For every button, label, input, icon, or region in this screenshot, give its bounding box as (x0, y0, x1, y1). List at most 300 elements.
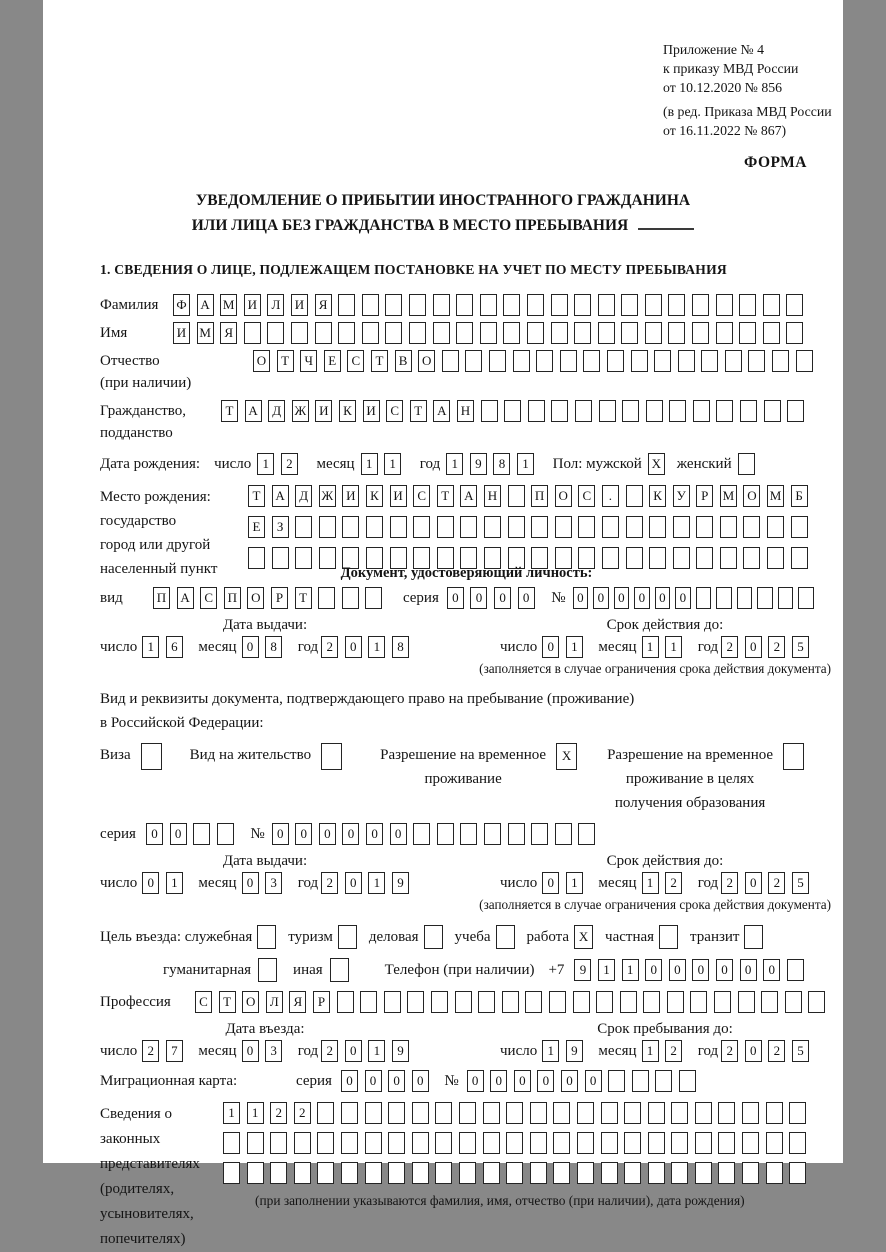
form-cell[interactable]: 9 (392, 1040, 409, 1062)
form-cell[interactable] (737, 587, 753, 609)
form-cell[interactable] (679, 1070, 696, 1092)
form-cell[interactable]: 1 (517, 453, 534, 475)
form-cell[interactable] (654, 350, 671, 372)
form-cell[interactable] (583, 350, 600, 372)
form-cell[interactable] (317, 1102, 334, 1124)
form-cell[interactable]: 1 (566, 872, 583, 894)
form-cell[interactable] (435, 1162, 452, 1184)
form-cell[interactable] (295, 547, 312, 569)
form-cell[interactable]: 1 (622, 959, 639, 981)
form-cell[interactable] (390, 516, 407, 538)
form-cell[interactable]: Я (220, 322, 237, 344)
form-cell[interactable] (649, 516, 666, 538)
form-cell[interactable] (598, 294, 615, 316)
form-cell[interactable] (692, 322, 709, 344)
form-cell[interactable]: 0 (470, 587, 487, 609)
form-cell[interactable] (621, 322, 638, 344)
form-cell[interactable]: 2 (270, 1102, 287, 1124)
form-cell[interactable] (549, 991, 566, 1013)
form-cell[interactable]: А (177, 587, 194, 609)
form-cell[interactable] (716, 294, 733, 316)
form-cell[interactable] (295, 516, 312, 538)
form-cell[interactable]: С (386, 400, 403, 422)
form-cell[interactable] (716, 587, 732, 609)
form-cell[interactable]: 0 (272, 823, 289, 845)
form-cell[interactable] (555, 516, 572, 538)
form-cell[interactable] (791, 516, 808, 538)
form-cell[interactable] (620, 991, 637, 1013)
form-cell[interactable] (442, 350, 459, 372)
form-cell[interactable] (624, 1132, 641, 1154)
form-cell[interactable] (459, 1162, 476, 1184)
form-cell[interactable] (772, 350, 789, 372)
form-cell[interactable] (626, 485, 643, 507)
form-cell[interactable]: 0 (634, 587, 650, 609)
form-cell[interactable] (575, 400, 592, 422)
form-cell[interactable]: 0 (490, 1070, 507, 1092)
form-cell[interactable]: Ф (173, 294, 190, 316)
form-cell[interactable] (384, 991, 401, 1013)
form-cell[interactable] (317, 1162, 334, 1184)
form-cell[interactable] (483, 1162, 500, 1184)
form-cell[interactable]: 1 (665, 636, 682, 658)
form-cell[interactable]: 2 (721, 872, 738, 894)
form-cell[interactable]: 0 (146, 823, 163, 845)
form-cell[interactable]: Е (324, 350, 341, 372)
form-cell[interactable] (315, 322, 332, 344)
form-cell[interactable] (673, 547, 690, 569)
form-cell[interactable] (437, 516, 454, 538)
form-cell[interactable] (385, 322, 402, 344)
form-cell[interactable] (459, 1102, 476, 1124)
form-cell[interactable]: Е (248, 516, 265, 538)
form-cell[interactable] (692, 294, 709, 316)
form-cell[interactable]: С (413, 485, 430, 507)
form-cell[interactable]: 0 (675, 587, 691, 609)
form-cell[interactable]: 0 (655, 587, 671, 609)
form-cell[interactable]: 9 (392, 872, 409, 894)
form-cell[interactable] (690, 991, 707, 1013)
form-cell[interactable]: 1 (642, 636, 659, 658)
form-cell[interactable] (244, 322, 261, 344)
form-cell[interactable] (718, 1162, 735, 1184)
form-cell[interactable] (574, 322, 591, 344)
form-cell[interactable] (643, 991, 660, 1013)
form-cell[interactable] (536, 350, 553, 372)
form-cell[interactable] (624, 1102, 641, 1124)
form-cell[interactable] (527, 322, 544, 344)
form-cell[interactable] (481, 400, 498, 422)
form-cell[interactable]: 3 (265, 872, 282, 894)
form-cell[interactable] (460, 516, 477, 538)
form-cell[interactable]: 0 (716, 959, 733, 981)
form-cell[interactable]: 1 (257, 453, 274, 475)
form-cell[interactable] (718, 1102, 735, 1124)
form-cell[interactable]: О (418, 350, 435, 372)
form-cell[interactable] (388, 1102, 405, 1124)
form-cell[interactable] (424, 925, 443, 949)
form-cell[interactable] (291, 322, 308, 344)
form-cell[interactable] (645, 322, 662, 344)
form-cell[interactable] (217, 823, 234, 845)
form-cell[interactable]: 1 (566, 636, 583, 658)
form-cell[interactable] (365, 1132, 382, 1154)
form-cell[interactable] (668, 322, 685, 344)
form-cell[interactable] (496, 925, 515, 949)
form-cell[interactable] (435, 1132, 452, 1154)
form-cell[interactable] (607, 350, 624, 372)
form-cell[interactable]: 2 (321, 872, 338, 894)
form-cell[interactable] (528, 400, 545, 422)
form-cell[interactable]: М (220, 294, 237, 316)
form-cell[interactable] (435, 1102, 452, 1124)
form-cell[interactable] (489, 350, 506, 372)
form-cell[interactable]: А (272, 485, 289, 507)
form-cell[interactable] (465, 350, 482, 372)
form-cell[interactable] (626, 547, 643, 569)
form-cell[interactable] (455, 991, 472, 1013)
form-cell[interactable] (578, 516, 595, 538)
form-cell[interactable]: 0 (170, 823, 187, 845)
form-cell[interactable]: Т (371, 350, 388, 372)
form-cell[interactable] (789, 1102, 806, 1124)
form-cell[interactable] (513, 350, 530, 372)
form-cell[interactable] (766, 1162, 783, 1184)
form-cell[interactable] (739, 294, 756, 316)
form-cell[interactable] (622, 400, 639, 422)
form-cell[interactable]: О (743, 485, 760, 507)
form-cell[interactable] (247, 1162, 264, 1184)
form-cell[interactable]: Л (267, 294, 284, 316)
form-cell[interactable] (766, 1132, 783, 1154)
form-cell[interactable] (433, 294, 450, 316)
form-cell[interactable]: Т (410, 400, 427, 422)
form-cell[interactable]: 2 (768, 636, 785, 658)
form-cell[interactable] (555, 823, 572, 845)
form-cell[interactable] (551, 322, 568, 344)
form-cell[interactable] (757, 587, 773, 609)
form-cell[interactable]: Я (315, 294, 332, 316)
form-cell[interactable] (338, 322, 355, 344)
form-cell[interactable] (341, 1162, 358, 1184)
form-cell[interactable] (738, 453, 755, 475)
form-cell[interactable]: С (347, 350, 364, 372)
form-cell[interactable]: О (253, 350, 270, 372)
form-cell[interactable] (742, 1162, 759, 1184)
form-cell[interactable] (525, 991, 542, 1013)
form-cell[interactable]: 2 (721, 636, 738, 658)
form-cell[interactable] (484, 823, 501, 845)
form-cell[interactable]: 0 (745, 1040, 762, 1062)
form-cell[interactable]: Д (295, 485, 312, 507)
form-cell[interactable]: И (173, 322, 190, 344)
form-cell[interactable] (739, 322, 756, 344)
form-cell[interactable] (696, 587, 712, 609)
form-cell[interactable] (738, 991, 755, 1013)
form-cell[interactable] (608, 1070, 625, 1092)
form-cell[interactable]: 0 (242, 872, 259, 894)
form-cell[interactable]: К (339, 400, 356, 422)
form-cell[interactable]: 1 (598, 959, 615, 981)
form-cell[interactable] (460, 823, 477, 845)
form-cell[interactable]: 1 (142, 636, 159, 658)
form-cell[interactable] (503, 294, 520, 316)
form-cell[interactable] (318, 587, 335, 609)
form-cell[interactable] (365, 1162, 382, 1184)
form-cell[interactable]: 0 (692, 959, 709, 981)
form-cell[interactable]: 1 (642, 872, 659, 894)
form-cell[interactable] (648, 1132, 665, 1154)
form-cell[interactable] (480, 322, 497, 344)
form-cell[interactable] (767, 547, 784, 569)
form-cell[interactable] (796, 350, 813, 372)
form-cell[interactable]: Р (271, 587, 288, 609)
form-cell[interactable]: 0 (585, 1070, 602, 1092)
form-cell[interactable]: 0 (645, 959, 662, 981)
form-cell[interactable] (480, 294, 497, 316)
form-cell[interactable] (360, 991, 377, 1013)
form-cell[interactable] (786, 322, 803, 344)
form-cell[interactable]: Р (696, 485, 713, 507)
form-cell[interactable] (527, 294, 544, 316)
form-cell[interactable] (695, 1162, 712, 1184)
form-cell[interactable]: X (574, 925, 593, 949)
form-cell[interactable]: С (200, 587, 217, 609)
form-cell[interactable] (631, 350, 648, 372)
form-cell[interactable] (696, 516, 713, 538)
form-cell[interactable] (764, 400, 781, 422)
form-cell[interactable] (671, 1132, 688, 1154)
form-cell[interactable]: 9 (470, 453, 487, 475)
form-cell[interactable]: 0 (467, 1070, 484, 1092)
form-cell[interactable] (648, 1162, 665, 1184)
form-cell[interactable] (531, 823, 548, 845)
form-cell[interactable]: 0 (365, 1070, 382, 1092)
form-cell[interactable] (341, 1102, 358, 1124)
form-cell[interactable]: 2 (768, 1040, 785, 1062)
form-cell[interactable] (365, 1102, 382, 1124)
form-cell[interactable] (560, 350, 577, 372)
form-cell[interactable] (696, 547, 713, 569)
form-cell[interactable]: 0 (669, 959, 686, 981)
form-cell[interactable] (388, 1162, 405, 1184)
form-cell[interactable] (787, 400, 804, 422)
form-cell[interactable]: У (673, 485, 690, 507)
form-cell[interactable] (577, 1162, 594, 1184)
form-cell[interactable] (478, 991, 495, 1013)
form-cell[interactable]: 5 (792, 1040, 809, 1062)
form-cell[interactable] (317, 1132, 334, 1154)
form-cell[interactable]: 2 (142, 1040, 159, 1062)
form-cell[interactable] (459, 1132, 476, 1154)
form-cell[interactable]: 0 (561, 1070, 578, 1092)
form-cell[interactable]: И (244, 294, 261, 316)
form-cell[interactable]: И (390, 485, 407, 507)
form-cell[interactable] (744, 925, 763, 949)
form-cell[interactable]: 8 (265, 636, 282, 658)
form-cell[interactable] (668, 294, 685, 316)
form-cell[interactable] (785, 991, 802, 1013)
form-cell[interactable]: 0 (745, 872, 762, 894)
form-cell[interactable] (551, 294, 568, 316)
form-cell[interactable]: Н (457, 400, 474, 422)
form-cell[interactable]: 8 (493, 453, 510, 475)
form-cell[interactable]: 1 (368, 872, 385, 894)
form-cell[interactable]: Ч (300, 350, 317, 372)
form-cell[interactable]: 0 (542, 636, 559, 658)
form-cell[interactable] (409, 322, 426, 344)
form-cell[interactable]: 0 (345, 872, 362, 894)
form-cell[interactable] (338, 294, 355, 316)
form-cell[interactable]: В (395, 350, 412, 372)
form-cell[interactable]: О (242, 991, 259, 1013)
form-cell[interactable] (678, 350, 695, 372)
form-cell[interactable]: 6 (166, 636, 183, 658)
form-cell[interactable]: 0 (494, 587, 511, 609)
form-cell[interactable]: З (272, 516, 289, 538)
form-cell[interactable] (508, 823, 525, 845)
form-cell[interactable] (412, 1132, 429, 1154)
form-cell[interactable] (648, 1102, 665, 1124)
form-cell[interactable] (321, 743, 342, 770)
form-cell[interactable] (742, 1102, 759, 1124)
form-cell[interactable] (223, 1132, 240, 1154)
form-cell[interactable]: 2 (665, 1040, 682, 1062)
form-cell[interactable] (645, 294, 662, 316)
form-cell[interactable]: 0 (593, 587, 609, 609)
form-cell[interactable] (714, 991, 731, 1013)
form-cell[interactable] (808, 991, 825, 1013)
form-cell[interactable]: О (555, 485, 572, 507)
form-cell[interactable] (577, 1132, 594, 1154)
form-cell[interactable]: 0 (614, 587, 630, 609)
form-cell[interactable] (530, 1132, 547, 1154)
form-cell[interactable] (553, 1132, 570, 1154)
form-cell[interactable]: Т (219, 991, 236, 1013)
form-cell[interactable]: 0 (319, 823, 336, 845)
form-cell[interactable] (601, 1162, 618, 1184)
form-cell[interactable]: X (556, 743, 577, 770)
form-cell[interactable]: 1 (542, 1040, 559, 1062)
form-cell[interactable] (433, 322, 450, 344)
form-cell[interactable] (248, 547, 265, 569)
form-cell[interactable]: 2 (321, 636, 338, 658)
form-cell[interactable]: 8 (392, 636, 409, 658)
form-cell[interactable]: Н (484, 485, 501, 507)
form-cell[interactable]: 2 (321, 1040, 338, 1062)
form-cell[interactable]: П (224, 587, 241, 609)
form-cell[interactable]: М (197, 322, 214, 344)
form-cell[interactable]: 9 (566, 1040, 583, 1062)
form-cell[interactable]: П (531, 485, 548, 507)
form-cell[interactable] (798, 587, 814, 609)
form-cell[interactable]: Р (313, 991, 330, 1013)
form-cell[interactable] (646, 400, 663, 422)
form-cell[interactable] (342, 587, 359, 609)
form-cell[interactable]: А (245, 400, 262, 422)
form-cell[interactable]: 0 (514, 1070, 531, 1092)
form-cell[interactable] (530, 1102, 547, 1124)
form-cell[interactable]: X (648, 453, 665, 475)
form-cell[interactable]: 0 (345, 1040, 362, 1062)
form-cell[interactable] (786, 294, 803, 316)
form-cell[interactable] (484, 516, 501, 538)
form-cell[interactable]: 1 (368, 636, 385, 658)
form-cell[interactable] (502, 991, 519, 1013)
form-cell[interactable] (624, 1162, 641, 1184)
form-cell[interactable]: Т (221, 400, 238, 422)
form-cell[interactable]: И (315, 400, 332, 422)
form-cell[interactable]: Б (791, 485, 808, 507)
form-cell[interactable]: Л (266, 991, 283, 1013)
form-cell[interactable] (341, 1132, 358, 1154)
form-cell[interactable] (342, 516, 359, 538)
form-cell[interactable]: 2 (294, 1102, 311, 1124)
form-cell[interactable] (247, 1132, 264, 1154)
form-cell[interactable]: 0 (763, 959, 780, 981)
form-cell[interactable]: 9 (574, 959, 591, 981)
form-cell[interactable] (223, 1162, 240, 1184)
form-cell[interactable] (649, 547, 666, 569)
form-cell[interactable] (365, 587, 382, 609)
form-cell[interactable]: 0 (412, 1070, 429, 1092)
form-cell[interactable]: 1 (247, 1102, 264, 1124)
form-cell[interactable] (270, 1162, 287, 1184)
form-cell[interactable]: И (291, 294, 308, 316)
form-cell[interactable]: Т (248, 485, 265, 507)
form-cell[interactable]: С (195, 991, 212, 1013)
form-cell[interactable] (671, 1102, 688, 1124)
form-cell[interactable] (272, 547, 289, 569)
form-cell[interactable]: М (767, 485, 784, 507)
form-cell[interactable] (551, 400, 568, 422)
form-cell[interactable]: 5 (792, 872, 809, 894)
form-cell[interactable] (667, 991, 684, 1013)
form-cell[interactable] (319, 547, 336, 569)
form-cell[interactable]: 0 (388, 1070, 405, 1092)
form-cell[interactable] (578, 823, 595, 845)
form-cell[interactable]: 3 (265, 1040, 282, 1062)
form-cell[interactable]: И (342, 485, 359, 507)
form-cell[interactable] (763, 322, 780, 344)
form-cell[interactable] (716, 322, 733, 344)
form-cell[interactable]: 0 (573, 587, 589, 609)
form-cell[interactable] (718, 1132, 735, 1154)
form-cell[interactable] (362, 294, 379, 316)
form-cell[interactable] (767, 516, 784, 538)
form-cell[interactable] (748, 350, 765, 372)
form-cell[interactable] (413, 516, 430, 538)
form-cell[interactable] (716, 400, 733, 422)
form-cell[interactable] (763, 294, 780, 316)
form-cell[interactable]: М (720, 485, 737, 507)
form-cell[interactable] (626, 516, 643, 538)
form-cell[interactable]: А (197, 294, 214, 316)
form-cell[interactable] (193, 823, 210, 845)
form-cell[interactable] (385, 294, 402, 316)
form-cell[interactable]: 2 (665, 872, 682, 894)
form-cell[interactable]: О (247, 587, 264, 609)
form-cell[interactable]: . (602, 485, 619, 507)
form-cell[interactable]: Ж (319, 485, 336, 507)
form-cell[interactable] (740, 400, 757, 422)
form-cell[interactable]: 2 (721, 1040, 738, 1062)
form-cell[interactable] (632, 1070, 649, 1092)
form-cell[interactable]: 0 (537, 1070, 554, 1092)
form-cell[interactable] (701, 350, 718, 372)
form-cell[interactable]: 0 (142, 872, 159, 894)
form-cell[interactable] (761, 991, 778, 1013)
